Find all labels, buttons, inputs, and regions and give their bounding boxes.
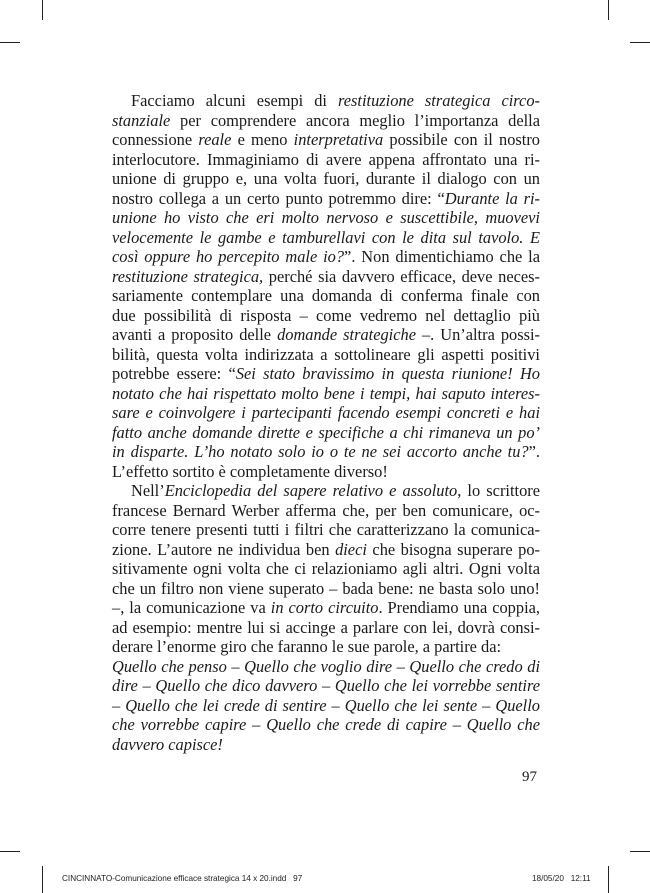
text-run: Nell’ xyxy=(131,481,165,500)
crop-mark xyxy=(42,0,43,20)
text-run: avanti a proposito delle xyxy=(112,325,278,344)
italic-text: velocemente le gambe e tamburellavi con le dita sul tavolo. E xyxy=(112,227,540,247)
text-line xyxy=(112,481,540,501)
italic-text: Quello che penso – Quello che voglio dire – Quello che credo di xyxy=(112,656,540,676)
text-line xyxy=(112,384,540,404)
text-line xyxy=(112,247,540,267)
text-line xyxy=(112,715,540,735)
text-line xyxy=(112,208,540,228)
text-line xyxy=(112,286,540,306)
text-run: due possibilità di risposta – come vedremo nel dettaglio più xyxy=(112,305,540,325)
text-run: –, la comunicazione va xyxy=(112,598,271,617)
crop-mark xyxy=(630,851,650,852)
italic-text: stanziale xyxy=(112,110,171,130)
text-line xyxy=(112,559,540,579)
text-run: . Prendiamo una coppia, xyxy=(378,598,540,617)
text-line xyxy=(112,540,540,560)
text-line xyxy=(112,657,540,677)
italic-text: davvero capisce! xyxy=(112,734,223,754)
text-line xyxy=(112,637,540,657)
text-line xyxy=(112,442,540,462)
italic-text: così oppure ho percepito male io? xyxy=(112,247,345,266)
italic-text: in corto circuito xyxy=(270,598,379,617)
italic-text: sare e coinvolgere i partecipanti facendo esempi concreti e hai xyxy=(112,403,540,422)
text-run: ”. Non dimentichiamo che la xyxy=(344,247,541,266)
text-line xyxy=(112,598,540,618)
text-run: che bisogna superare po- xyxy=(366,539,541,559)
text-run: corre tenere presenti tutti i filtri che caratterizzano la comunica- xyxy=(112,520,540,539)
italic-text: interpretativa xyxy=(293,130,384,149)
text-line xyxy=(112,735,540,755)
text-run: francese Bernard Werber afferma che, per ben comunicare, oc- xyxy=(112,500,540,520)
text-run: perché sia davvero efficace, deve neces- xyxy=(263,266,540,286)
text-run: potrebbe essere: “ xyxy=(112,364,236,383)
text-run: sitivamente ogni volta che ci relazioniamo agli altri. Ogni volta xyxy=(112,559,540,578)
italic-text: dieci xyxy=(335,539,367,559)
text-line xyxy=(112,267,540,287)
page-number: 97 xyxy=(522,769,537,785)
text-run: che un filtro non viene superato – bada bene: ne basta solo uno! xyxy=(112,578,540,598)
text-line xyxy=(112,169,540,189)
italic-text: unione ho visto che eri molto nervoso e suscettibile, muovevi xyxy=(112,208,540,227)
text-run: connessione xyxy=(112,130,199,149)
slug-date: 18/05/20 12:11 xyxy=(532,874,591,883)
crop-mark xyxy=(0,851,20,852)
text-run: zione. L’autore ne individua ben xyxy=(112,539,336,559)
text-line xyxy=(112,462,540,482)
italic-text: che vorrebbe capire – Quello che crede di capire – Quello che xyxy=(112,715,540,734)
text-line xyxy=(112,676,540,696)
italic-text: restituzione strategica, xyxy=(112,266,264,286)
text-run: interlocutore. Immaginiamo di avere appena affrontato una ri- xyxy=(112,149,540,169)
italic-text: restituzione strategica circo- xyxy=(338,91,540,110)
text-line xyxy=(112,325,540,345)
text-line xyxy=(112,130,540,150)
text-line xyxy=(112,403,540,423)
crop-mark xyxy=(0,42,20,43)
italic-text: dire – Quello che dico davvero – Quello che lei vorrebbe sentire xyxy=(112,676,540,695)
text-run: bilità, questa volta indirizzata a sottolineare gli aspetti positivi xyxy=(112,344,540,364)
crop-mark xyxy=(42,866,43,893)
italic-text: reale xyxy=(198,130,232,149)
crop-mark xyxy=(608,0,609,20)
text-run: , lo scrittore xyxy=(457,481,541,500)
text-run: e meno xyxy=(231,130,294,149)
text-run: sariamente contemplare una domanda di conferma finale con xyxy=(112,286,540,305)
text-run: possibile con il nostro xyxy=(383,130,541,149)
text-line xyxy=(112,423,540,443)
text-line xyxy=(112,345,540,365)
text-line xyxy=(112,91,540,111)
slug-filename: CINCINNATO-Comunicazione efficace strategica 14 x 20.indd 97 xyxy=(62,874,303,883)
text-run: Facciamo alcuni esempi di xyxy=(131,91,338,110)
text-run: ”. xyxy=(528,442,540,461)
italic-text: – Quello che lei crede di sentire – Quello che lei sente – Quello xyxy=(112,695,540,715)
text-line xyxy=(112,579,540,599)
italic-text: Enciclopedia del sapere relativo e assoluto xyxy=(164,481,458,500)
text-line xyxy=(112,150,540,170)
text-line xyxy=(112,228,540,248)
body-text xyxy=(112,91,540,754)
text-run: –. Un’altra possi- xyxy=(415,325,540,344)
text-run: per comprendere ancora meglio l’importanza della xyxy=(170,110,540,130)
italic-text: notato che hai rispettato molto bene i tempi, hai saputo interes- xyxy=(112,383,540,403)
text-run: unione di gruppo e, una volta fuori, durante il dialogo con un xyxy=(112,169,540,188)
text-line xyxy=(112,696,540,716)
italic-text: Durante la ri- xyxy=(444,188,540,208)
text-line xyxy=(112,501,540,521)
italic-text: domande strategiche xyxy=(277,325,416,344)
text-run: nostro collega a un certo punto potremmo dire: “ xyxy=(112,188,445,208)
text-line xyxy=(112,189,540,209)
text-run: derare l’enorme giro che faranno le sue parole, a partire da: xyxy=(112,637,502,656)
text-line xyxy=(112,364,540,384)
text-run: ad esempio: mentre lui si accinge a parlare con lei, dovrà consi- xyxy=(112,617,540,637)
italic-text: fatto anche domande dirette e specifiche a chi rimaneva un po’ xyxy=(112,422,540,442)
text-line xyxy=(112,520,540,540)
text-line xyxy=(112,306,540,326)
text-line xyxy=(112,111,540,131)
crop-mark xyxy=(630,42,650,43)
text-run: L’effetto sortito è completamente diverso! xyxy=(112,461,388,481)
italic-text: Sei stato bravissimo in questa riunione! Ho xyxy=(235,364,540,383)
text-line xyxy=(112,618,540,638)
crop-mark xyxy=(608,866,609,893)
italic-text: in disparte. L’ho notato solo io o te ne sei accorto anche tu? xyxy=(112,442,529,461)
